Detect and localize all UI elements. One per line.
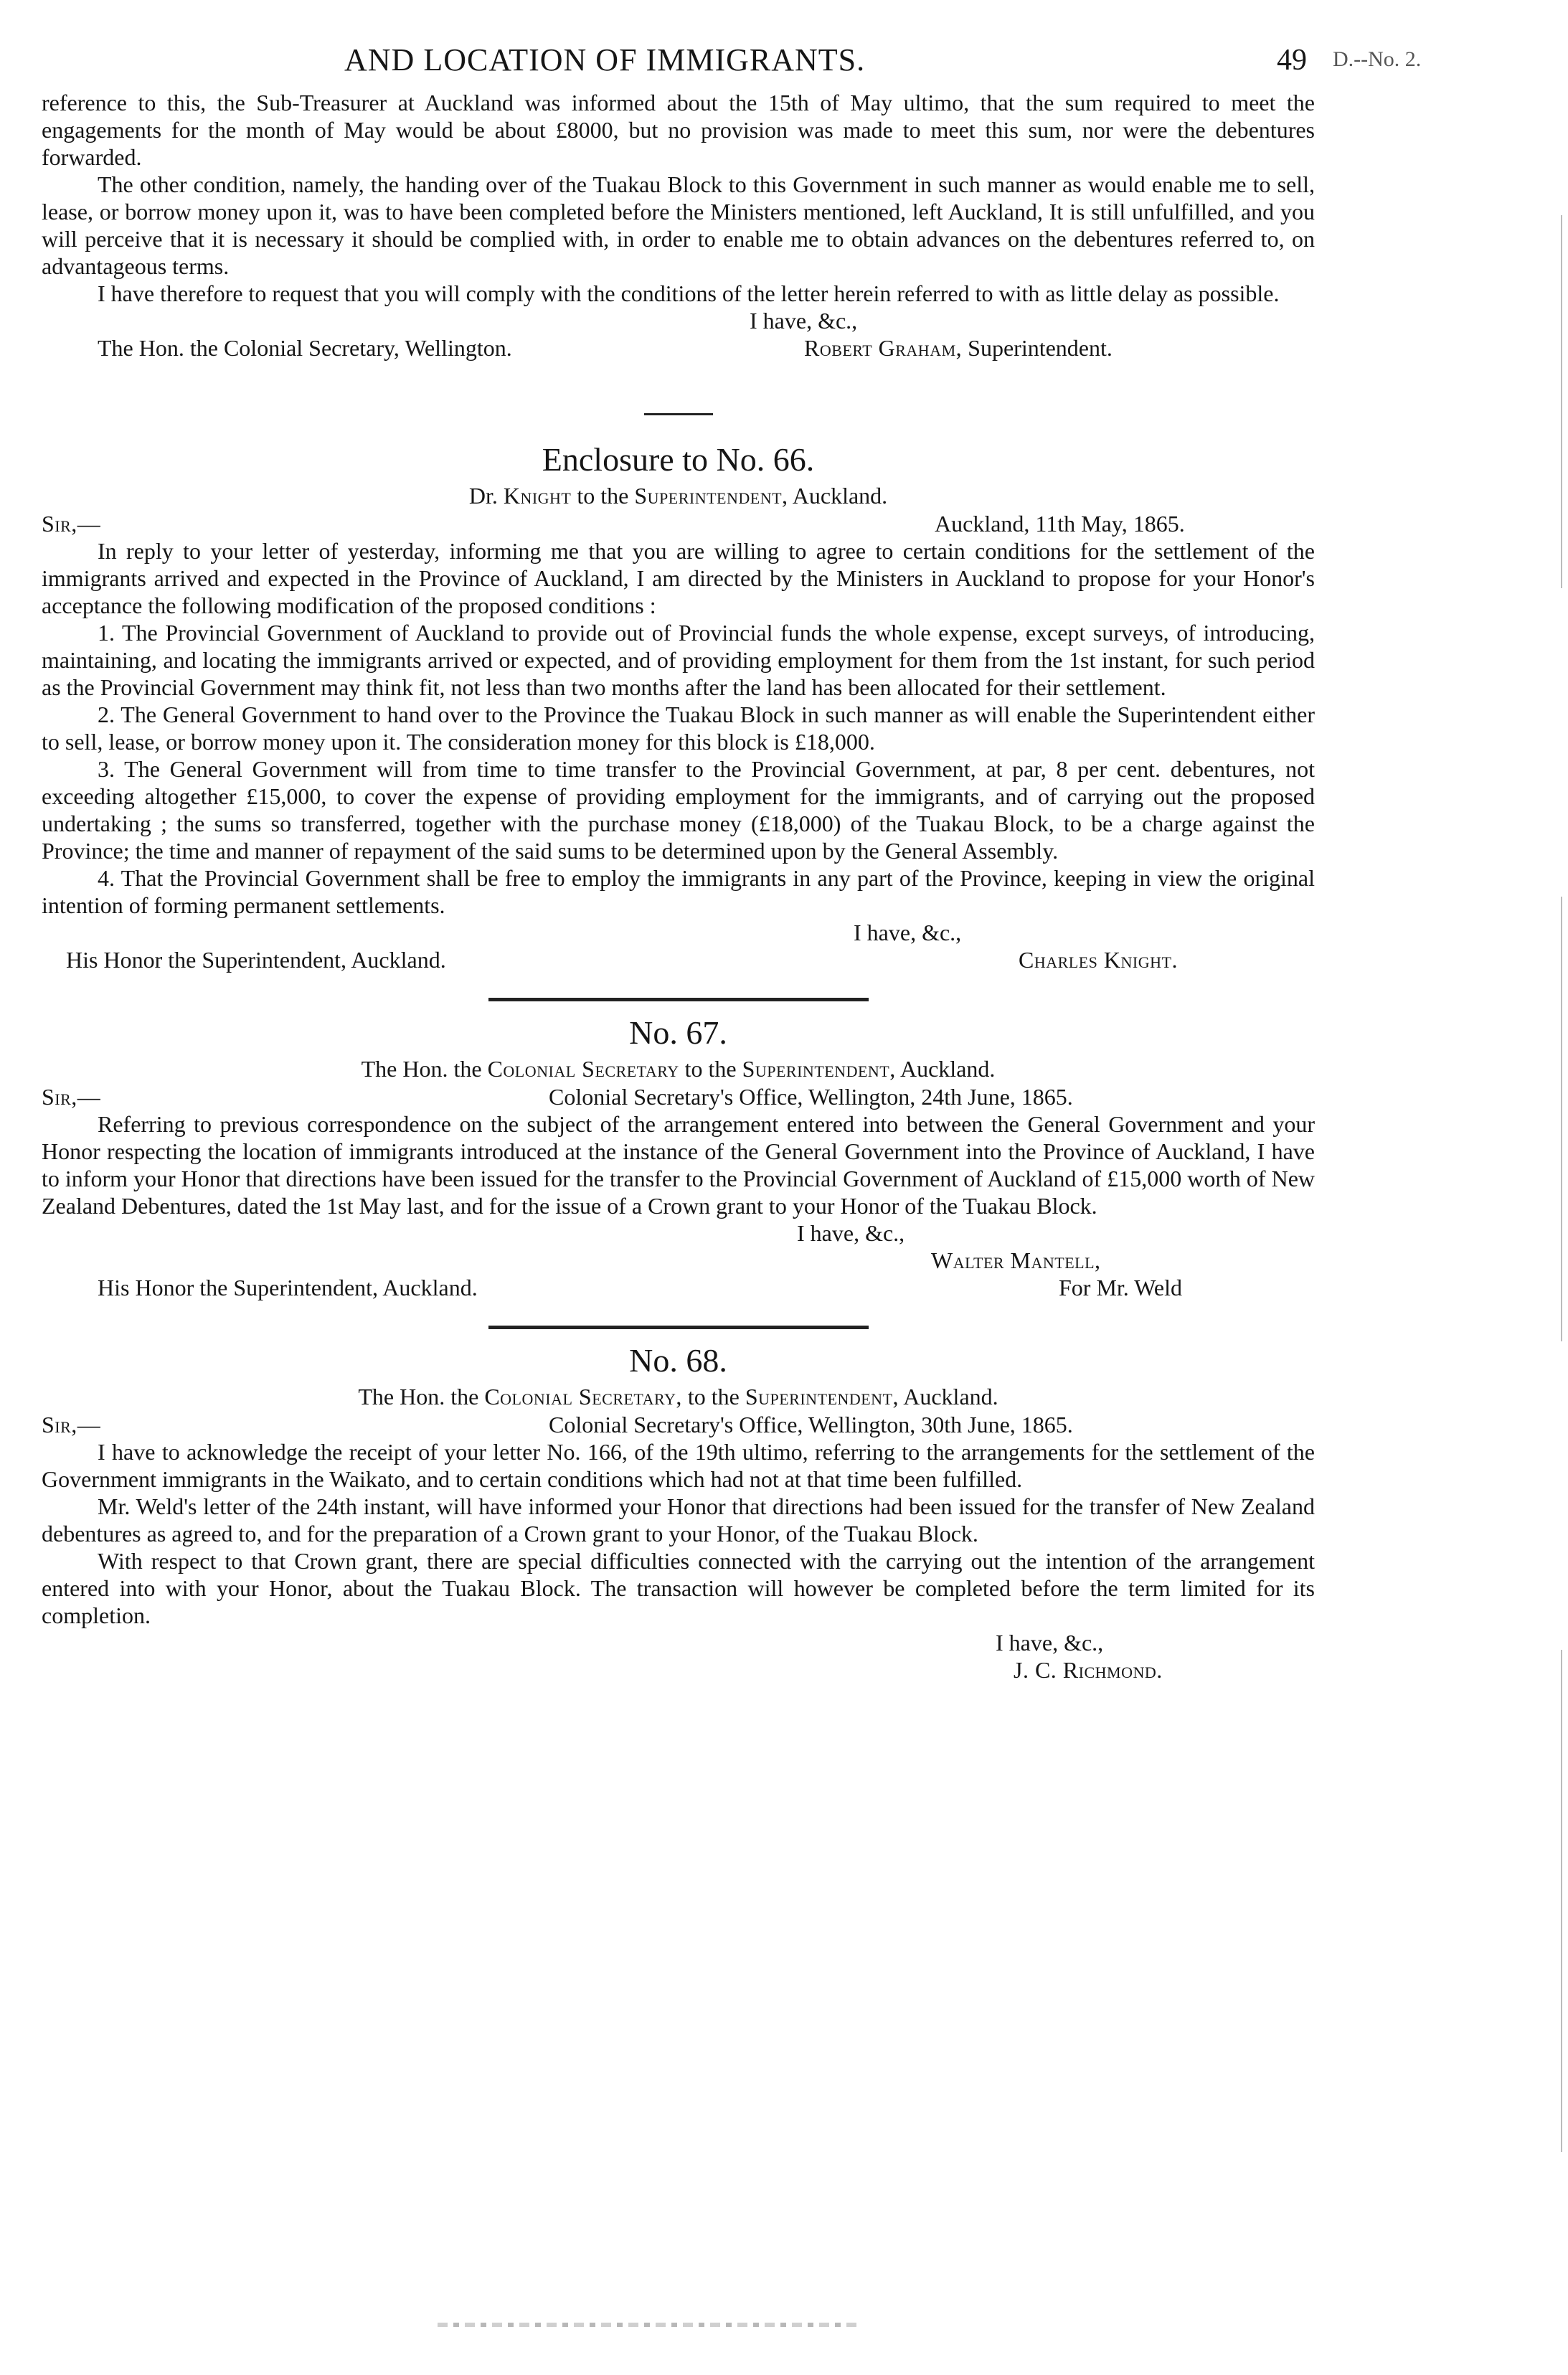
document-page xyxy=(42,37,1422,1684)
letter-68 xyxy=(42,1329,1315,1684)
from-mid: to the xyxy=(684,1056,737,1082)
place-date: Colonial Secretary's Office, Wellington, 30th June, 1865. xyxy=(549,1412,1073,1437)
from-prefix: Dr. xyxy=(468,483,498,509)
signature: J. C. Richmond. xyxy=(1014,1657,1163,1683)
paragraph: The other condition, namely, the handing over of the Tuakau Block to this Government in such manner as would enable me to sell, lease, or borrow money upon it, was to have been completed before the Ministers mentioned, left Auckland, It is still unfulfilled, and you will perceive that it is necessary it should be complied with, in order to enable me to obtain advances on the debentures referred to, on advantageous terms. xyxy=(42,171,1315,279)
from-prefix: The Hon. the xyxy=(358,1384,479,1410)
closing-row xyxy=(42,919,1315,946)
salutation-row xyxy=(42,1411,1315,1438)
section-heading: No. 68. xyxy=(629,1342,727,1379)
document-reference: D.--No. 2. xyxy=(1333,47,1422,71)
signature: Charles Knight. xyxy=(1019,947,1178,973)
from-name: Knight xyxy=(503,483,572,509)
from-mid: to the xyxy=(577,483,629,509)
from-place: Auckland. xyxy=(899,1056,996,1082)
signature-row xyxy=(42,1247,1315,1274)
from-prefix: The Hon. the xyxy=(361,1056,482,1082)
continued-letter xyxy=(42,89,1315,362)
from-to: Superintendent, xyxy=(745,1384,899,1410)
for-line: For Mr. Weld xyxy=(1059,1275,1182,1300)
signature-title: Superintendent. xyxy=(968,335,1113,361)
signature-row xyxy=(42,334,1315,362)
margin-edge xyxy=(1561,1650,1562,2152)
signature-row xyxy=(42,1656,1315,1684)
list-item: 2. The General Government to hand over to the Province the Tuakau Block in such manner as will enable the Superintendent either to sell, lease, or borrow money upon it. The consideration money for this block is £18,000. xyxy=(42,702,1315,755)
from-place: Auckland. xyxy=(792,483,888,509)
from-line xyxy=(42,481,1315,510)
salutation: Sir,— xyxy=(42,511,101,537)
salutation-row xyxy=(42,510,1315,537)
paragraph: With respect to that Crown grant, there are special difficulties connected with the carrying out the intention of the arrangement entered into with your Honor, about the Tuakau Block. The transaction will however be completed before the term limited for its completion. xyxy=(42,1548,1315,1628)
paragraph: Referring to previous correspondence on the subject of the arrangement entered into between the General Government and your Honor respecting the location of immigrants introduced at the instance of the General Government into the Province of Auckland, I have to inform your Honor that directions have been issued for the transfer to the Provincial Government of Auckland of £15,000 worth of New Zealand Debentures, dated the 1st May last, and for the issue of a Crown grant to your Honor of the Tuakau Block. xyxy=(42,1111,1315,1219)
paragraph: Mr. Weld's letter of the 24th instant, will have informed your Honor that directions had been issued for the transfer of New Zealand debentures as agreed to, and for the preparation of a Crown grant to your Honor, of the Tuakau Block. xyxy=(42,1493,1315,1547)
signature-row xyxy=(42,946,1315,973)
enclosure-66 xyxy=(42,415,1315,973)
page-number: 49 xyxy=(1277,44,1307,77)
list-item: 4. That the Provincial Government shall be free to employ the immigrants in any part of the Province, keeping in view the original intention of forming permanent settlements. xyxy=(42,865,1315,918)
margin-edge xyxy=(1561,897,1562,1341)
from-place: Auckland. xyxy=(903,1384,998,1410)
signature-block xyxy=(804,334,1113,362)
closing-row xyxy=(42,307,1315,334)
margin-edge xyxy=(1561,215,1562,588)
letter-67 xyxy=(42,1001,1315,1301)
list-item: 1. The Provincial Government of Auckland to provide out of Provincial funds the whole expense, except surveys, of introducing, maintaining, and locating the immigrants arrived or expected, and of providing employment for them from the 1st instant, for such period as the Provincial Government may think fit, not less than two months after the land has been allocated for their settlement. xyxy=(42,620,1315,700)
closing: I have, &c., xyxy=(797,1220,905,1246)
closing: I have, &c., xyxy=(996,1630,1104,1656)
from-name: Colonial Secretary, xyxy=(484,1384,682,1410)
from-to: Superintendent, xyxy=(634,483,788,509)
section-heading: No. 67. xyxy=(629,1014,727,1051)
section-heading: Enclosure to No. 66. xyxy=(542,441,815,478)
signature: Walter Mantell, xyxy=(931,1247,1101,1273)
paragraph: I have therefore to request that you will comply with the conditions of the letter herein referred to with as little delay as possible. xyxy=(98,280,1280,306)
addressee: His Honor the Superintendent, Auckland. xyxy=(98,1275,478,1300)
place-date: Colonial Secretary's Office, Wellington, 24th June, 1865. xyxy=(549,1084,1073,1110)
page-header xyxy=(42,37,1422,89)
from-line xyxy=(42,1054,1315,1083)
closing-row xyxy=(42,1629,1315,1656)
from-mid: to the xyxy=(687,1384,740,1410)
from-line xyxy=(42,1382,1315,1411)
salutation: Sir,— xyxy=(42,1084,101,1110)
place-date: Auckland, 11th May, 1865. xyxy=(935,511,1185,537)
from-name: Colonial Secretary xyxy=(487,1056,679,1082)
closing: I have, &c., xyxy=(854,920,962,945)
paragraph: I have to acknowledge the receipt of your letter No. 166, of the 19th ultimo, referring to the arrangements for the settlement of the Government immigrants in the Waikato, and to certain conditions which had not at that time been fulfilled. xyxy=(42,1439,1315,1492)
salutation-row xyxy=(42,1083,1315,1110)
addressee: The Hon. the Colonial Secretary, Wellington. xyxy=(98,335,512,361)
addressee-row xyxy=(42,1274,1315,1301)
closing: I have, &c., xyxy=(750,308,858,334)
signature: Robert Graham, xyxy=(804,335,963,361)
closing-row xyxy=(42,1219,1315,1247)
paragraph: reference to this, the Sub-Treasurer at Auckland was informed about the 15th of May ultimo, that the sum required to meet the engagements for the month of May would be about £8000, but no provision was made to meet this sum, nor were the debentures forwarded. xyxy=(42,90,1315,170)
salutation: Sir,— xyxy=(42,1412,101,1437)
list-item: 3. The General Government will from time to time transfer to the Provincial Government, at par, 8 per cent. debentures, not exceeding altogether £15,000, to cover the expense of providing employment for the immigrants, and of carrying out the proposed undertaking ; the sums so transferred, together with the purchase money (£18,000) of the Tuakau Block, to be a charge against the Province; the time and manner of repayment of the said sums to be determined upon by the General Assembly. xyxy=(42,756,1315,864)
from-to: Superintendent, xyxy=(742,1056,896,1082)
paragraph: In reply to your letter of yesterday, informing me that you are willing to agree to certain conditions for the settlement of the immigrants arrived and expected in the Province of Auckland, I am directed by the Ministers in Auckland to propose for your Honor's acceptance the following modification of the proposed conditions : xyxy=(42,538,1315,618)
addressee: His Honor the Superintendent, Auckland. xyxy=(66,947,446,973)
running-title: AND LOCATION OF IMMIGRANTS. xyxy=(344,42,866,77)
print-smudge xyxy=(438,2323,861,2327)
